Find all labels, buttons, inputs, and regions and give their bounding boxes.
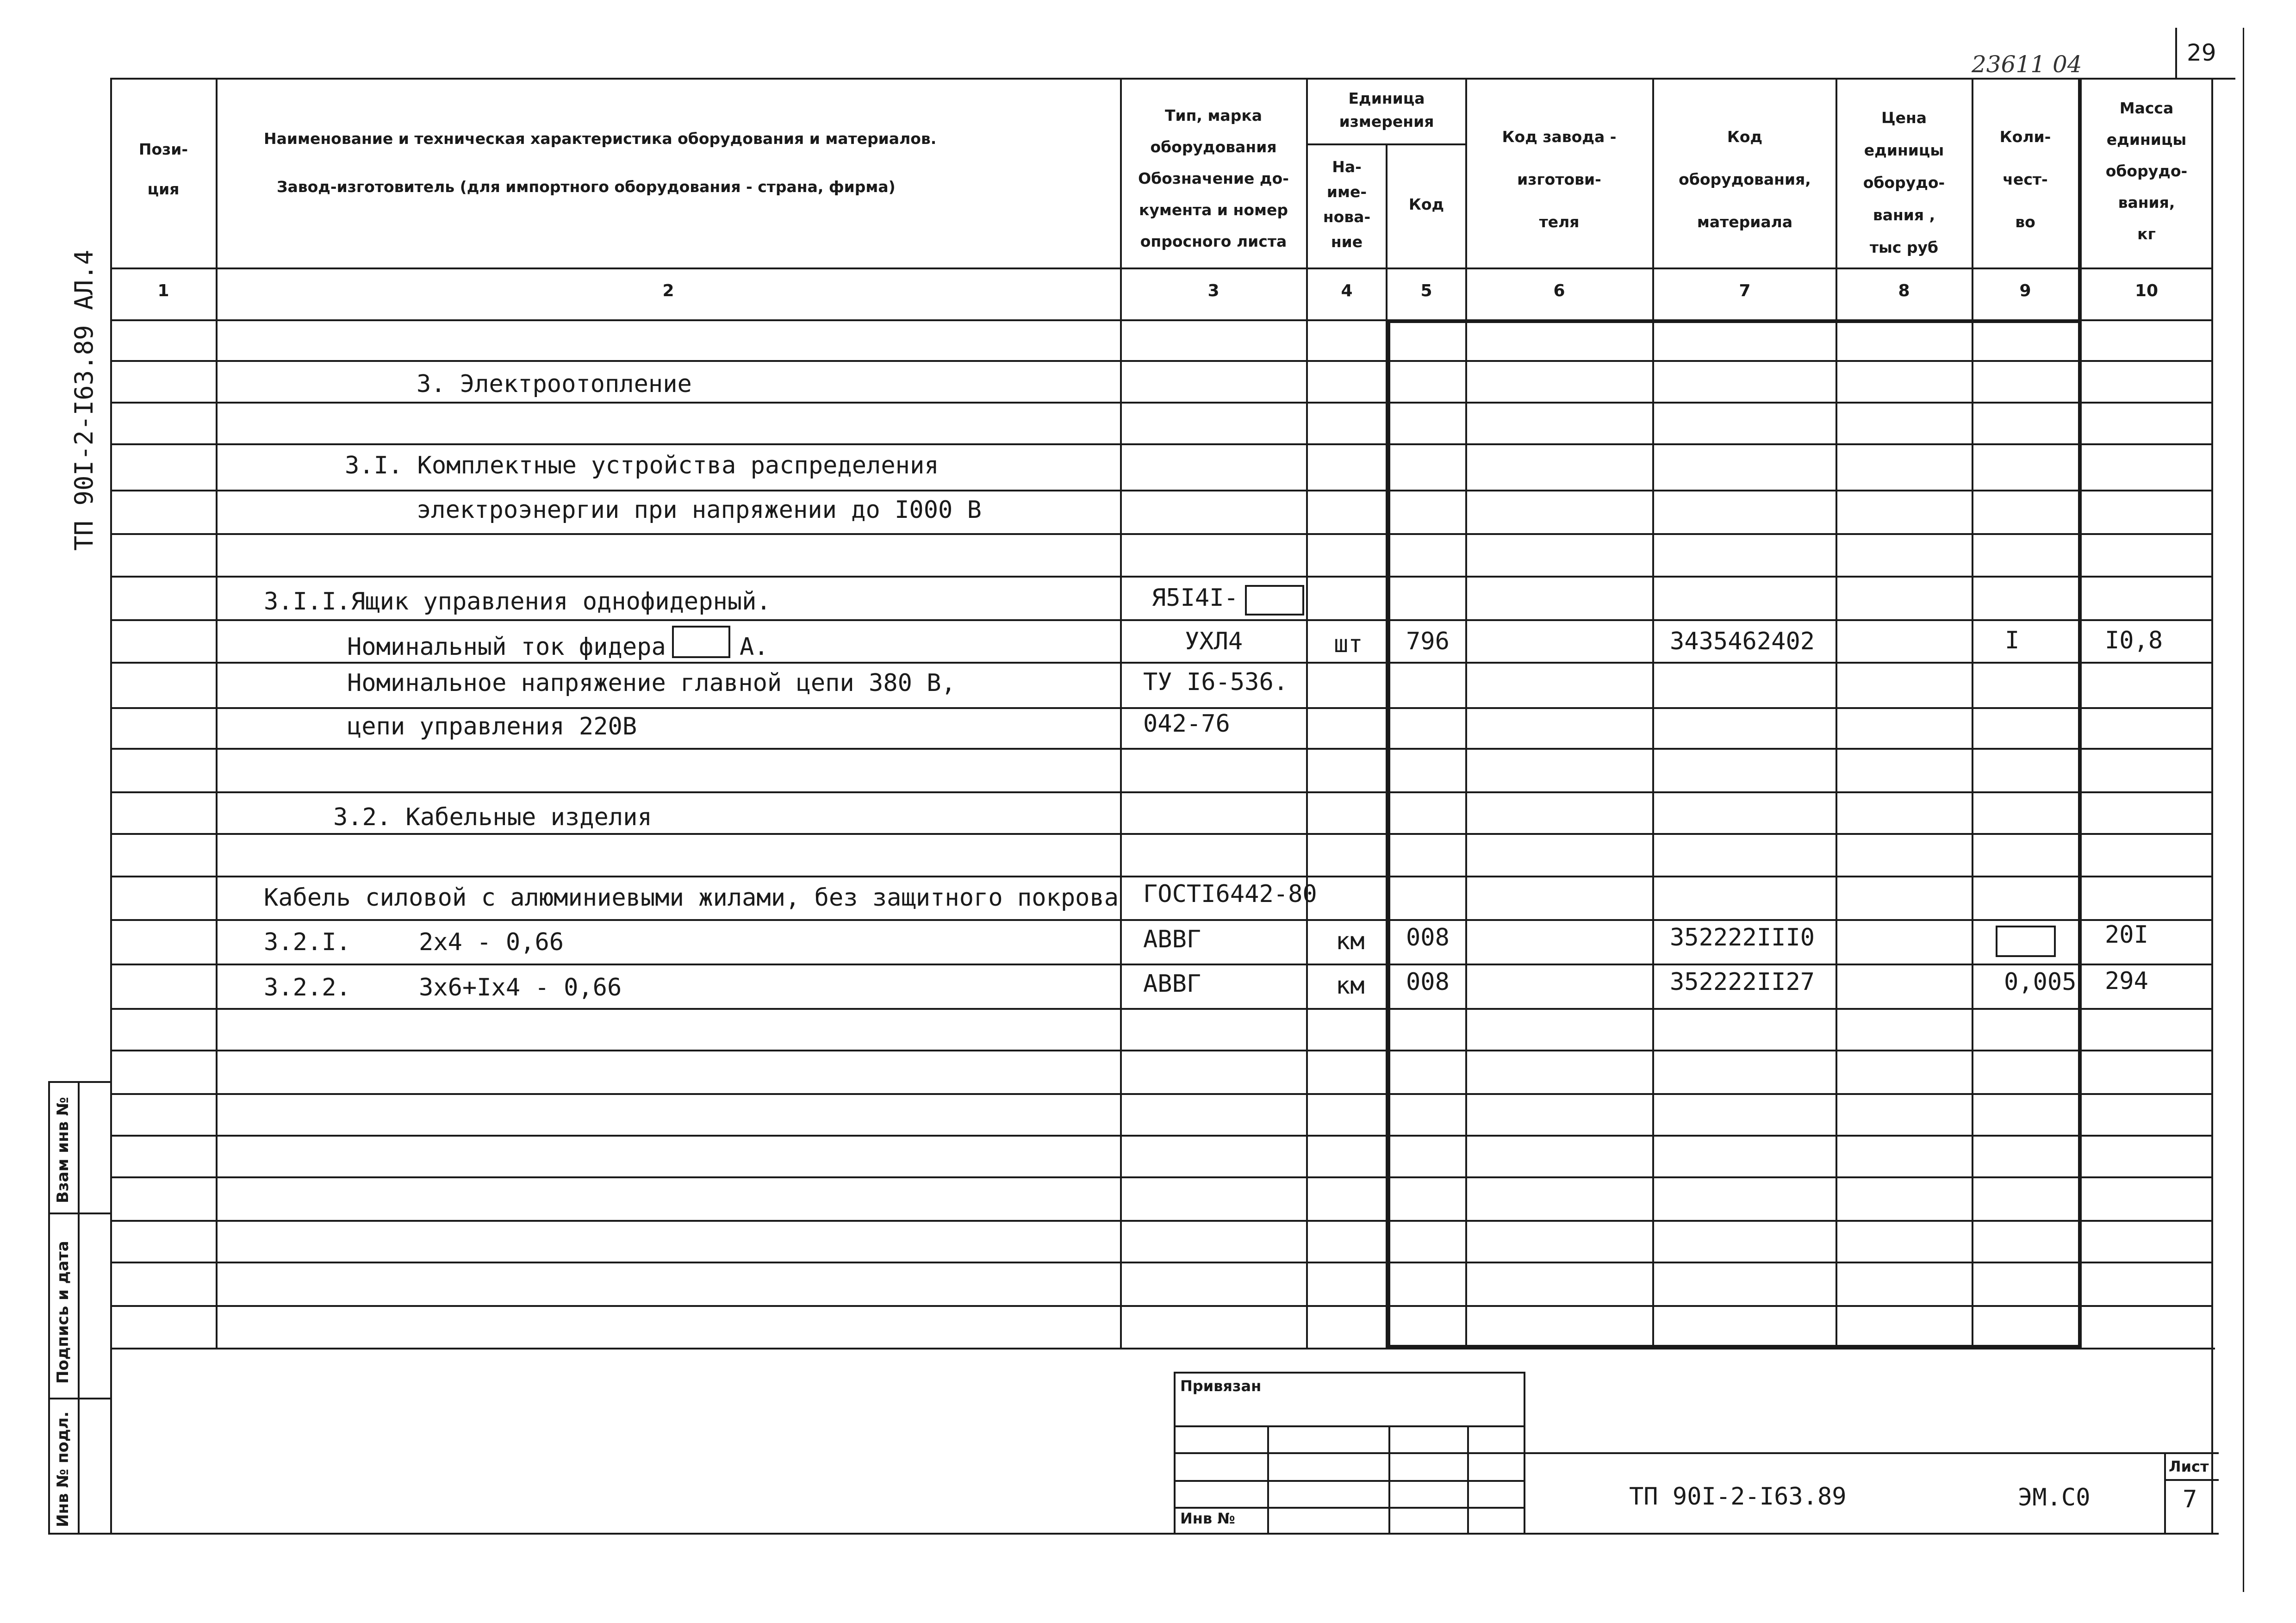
row-line — [110, 576, 2212, 578]
row-line — [110, 876, 2212, 877]
col-number-10: 10 — [2134, 281, 2159, 300]
cable-3-2-1-mass: 20I — [2105, 921, 2148, 949]
blank-box-current — [672, 626, 730, 658]
row-line — [110, 662, 2212, 664]
header-col3-line: опросного листа — [1140, 232, 1287, 250]
item-3-1-1-mass: I0,8 — [2105, 627, 2163, 654]
header-col9-line: во — [2015, 213, 2035, 231]
header-col4-line: На- — [1332, 158, 1362, 176]
section-3-2-title: 3.2. Кабельные изделия — [333, 803, 652, 831]
cable-3-2-2-position: 3.2.2. — [264, 974, 351, 1001]
cable-3-2-2-mass: 294 — [2105, 967, 2148, 995]
header-col3 — [1122, 100, 1305, 257]
header-col9-line: чест- — [2003, 170, 2048, 188]
row-line — [110, 1305, 2212, 1307]
privyazan-left — [1174, 1372, 1176, 1535]
col-divider-6 — [1465, 78, 1467, 1349]
cable-3-2-1-position: 3.2.I. — [264, 928, 351, 956]
cable-3-2-2-eqcode: 352222II27 — [1670, 968, 1815, 996]
header-col3-line: Тип, марка — [1165, 106, 1262, 124]
row-line — [110, 1262, 2212, 1263]
side-stamp-divider-2 — [48, 1398, 111, 1399]
item-3-1-1-doc1: ТУ I6-536. — [1143, 668, 1288, 696]
header-col1 — [112, 130, 215, 209]
header-col10-line: кг — [2137, 225, 2156, 243]
cable-3-2-2-spec: 3х6+Iх4 - 0,66 — [419, 974, 622, 1001]
item-3-1-1-name: 3.I.I.Ящик управления однофидерный. — [264, 588, 771, 616]
header-unit-group-line: Единица — [1348, 89, 1425, 107]
col-number-4: 4 — [1341, 281, 1353, 300]
cable-3-2-2-code: 008 — [1406, 968, 1450, 996]
header-col8-line: тыс руб — [1869, 238, 1939, 256]
privyazan-col-2 — [1388, 1425, 1390, 1535]
header-col5: Код — [1408, 195, 1444, 213]
list-box-left — [2164, 1452, 2166, 1535]
frame-bottom — [48, 1533, 2219, 1535]
inv-no-label: Инв № — [1180, 1510, 1235, 1527]
privyazan-row-2 — [1174, 1452, 1524, 1454]
col-divider-8 — [1836, 78, 1837, 1349]
cable-3-2-1-unit: км — [1336, 927, 1365, 955]
side-label-inv-podl: Инв № подл. — [54, 1411, 72, 1527]
list-number: 7 — [2183, 1486, 2197, 1513]
side-stamp-inner — [78, 1081, 80, 1535]
cable-3-2-1-type: АВВГ — [1143, 926, 1201, 953]
header-col4 — [1308, 155, 1386, 255]
item-3-1-1-type2: УХЛ4 — [1185, 628, 1243, 655]
cable-3-2-1-code: 008 — [1406, 924, 1450, 951]
privyazan-label: Привязан — [1180, 1377, 1262, 1395]
header-col1-line: ция — [147, 180, 180, 198]
col-number-5: 5 — [1420, 281, 1432, 300]
row-line — [110, 964, 2212, 965]
privyazan-col-3 — [1467, 1425, 1469, 1535]
handwritten-number: 23611 04 — [1972, 51, 2082, 78]
header-col3-line: кумента и номер — [1139, 201, 1288, 219]
cable-3-2-1-spec: 2х4 - 0,66 — [419, 928, 564, 956]
header-bottom — [110, 267, 2212, 269]
item-3-1-1-voltage: Номинальное напряжение главной цепи 380 В, — [347, 669, 956, 697]
cable-gost: ГОСТI6442-80 — [1143, 880, 1317, 908]
header-col10-line: вания, — [2118, 193, 2175, 211]
row-line — [110, 707, 2212, 709]
item-3-1-1-current-unit: А. — [740, 633, 769, 661]
header-col10-line: Масса — [2119, 99, 2174, 117]
header-col4-line: ние — [1331, 233, 1363, 251]
row-line — [110, 443, 2212, 445]
section-3-1-title-line1: 3.I. Комплектные устройства распределения — [345, 452, 939, 479]
section-3-1-title-line2: электроэнергии при напряжении до I000 В — [417, 496, 982, 524]
header-col9-line: Коли- — [1999, 128, 2051, 146]
privyazan-row-3 — [1174, 1480, 1524, 1482]
col-divider-1 — [216, 78, 218, 1349]
cable-3-2-2-qty: 0,005 — [2004, 968, 2077, 996]
row-line — [110, 919, 2212, 921]
cable-3-2-1-eqcode: 352222III0 — [1670, 924, 1815, 951]
item-3-1-1-doc2: 042-76 — [1143, 710, 1230, 738]
row-line — [110, 402, 2212, 404]
header-col7-line: оборудования, — [1679, 170, 1811, 188]
header-col10-line: оборудо- — [2105, 162, 2188, 180]
item-3-1-1-current: Номинальный ток фидера — [347, 633, 666, 661]
item-3-1-1-code: 796 — [1406, 628, 1450, 655]
row-line — [110, 791, 2212, 793]
header-col2-line2: Завод-изготовитель (для импортного оборудования - страна, фирма) — [277, 178, 896, 196]
side-stamp-outer — [48, 1081, 50, 1535]
header-unit-group — [1308, 87, 1465, 133]
frame-right — [2211, 78, 2213, 1535]
row-line — [110, 1008, 2212, 1010]
header-col10 — [2082, 93, 2211, 250]
section-3-title: 3. Электроотопление — [417, 370, 692, 398]
header-col8 — [1837, 102, 1971, 264]
privyazan-row-1 — [1174, 1425, 1524, 1427]
row-line — [110, 533, 2212, 535]
row-line — [110, 748, 2212, 750]
unit-group-divider — [1306, 143, 1465, 145]
row-line — [110, 1135, 2212, 1137]
header-col7 — [1654, 116, 1836, 243]
row-line — [110, 833, 2212, 835]
header-col6-line: Код завода - — [1502, 128, 1617, 146]
header-col4-line: нова- — [1323, 208, 1371, 226]
col-divider-9 — [1972, 78, 1973, 1349]
header-col7-line: Код — [1727, 128, 1763, 146]
title-block-top — [1524, 1452, 2219, 1454]
col-divider-10 — [2078, 78, 2082, 1349]
header-col7-line: материала — [1697, 213, 1793, 231]
header-col1-line: Пози- — [138, 140, 188, 158]
header-col2-line1: Наименование и техническая характеристика оборудования и материалов. — [264, 130, 937, 148]
col-number-9: 9 — [2019, 281, 2031, 300]
side-label-podpis: Подпись и дата — [54, 1241, 72, 1384]
row-line — [110, 1176, 2212, 1178]
header-col6 — [1467, 116, 1651, 243]
header-col8-line: Цена — [1881, 109, 1927, 127]
blank-box-qty — [1996, 926, 2056, 957]
header-col4-line: име- — [1326, 183, 1367, 201]
side-document-code: ТП 90I-2-I63.89 АЛ.4 — [69, 249, 99, 551]
list-box-divider — [2164, 1479, 2219, 1481]
side-label-vzam: Взам инв № — [54, 1097, 72, 1203]
col-number-6: 6 — [1553, 281, 1565, 300]
col-number-3: 3 — [1207, 281, 1220, 300]
blank-box-type — [1245, 585, 1304, 616]
row-line — [110, 619, 2212, 621]
sheet-number: 29 — [2187, 39, 2216, 66]
col-divider-7 — [1652, 78, 1654, 1349]
item-3-1-1-qty: I — [2005, 627, 2020, 654]
side-stamp-top — [48, 1081, 111, 1083]
cable-title: Кабель силовой с алюминиевыми жилами, без защитного покрова — [264, 884, 1119, 912]
header-col10-line: единицы — [2106, 131, 2187, 149]
item-3-1-1-type: Я5I4I- — [1151, 584, 1238, 612]
data-block-bottom — [1387, 1345, 2082, 1349]
row-line — [110, 360, 2212, 362]
page-edge-mark — [2243, 28, 2244, 1592]
col-number-2: 2 — [662, 281, 674, 300]
header-col3-line: Обозначение до- — [1138, 169, 1289, 187]
col-divider-3 — [1306, 78, 1308, 1349]
row-line — [110, 1093, 2212, 1095]
col-number-8: 8 — [1898, 281, 1910, 300]
col-divider-2 — [1120, 78, 1122, 1349]
header-col6-line: изготови- — [1517, 170, 1601, 188]
sheet-number-divider — [2175, 28, 2177, 79]
header-col8-line: вания , — [1873, 206, 1935, 224]
col-number-1: 1 — [157, 281, 169, 300]
row-line — [110, 490, 2212, 491]
header-col6-line: теля — [1539, 213, 1580, 231]
data-block-top — [1387, 319, 2082, 323]
privyazan-col-1 — [1267, 1425, 1269, 1535]
cable-3-2-2-type: АВВГ — [1143, 970, 1201, 998]
header-col3-line: оборудования — [1150, 138, 1277, 156]
item-3-1-1-eqcode: 3435462402 — [1670, 628, 1815, 655]
list-label: Лист — [2169, 1458, 2209, 1475]
header-col8-line: оборудо- — [1863, 174, 1945, 192]
header-col9 — [1973, 116, 2077, 243]
privyazan-row-4 — [1174, 1507, 1524, 1509]
frame-top — [110, 78, 2212, 80]
doc-code: ТП 90I-2-I63.89 — [1629, 1483, 1847, 1511]
row-line — [110, 1220, 2212, 1222]
header-unit-group-line: измерения — [1339, 112, 1434, 131]
item-3-1-1-control: цепи управления 220В — [347, 713, 637, 740]
row-line — [110, 1050, 2212, 1051]
side-stamp-divider-1 — [48, 1213, 111, 1214]
doc-mark: ЭМ.С0 — [2018, 1484, 2091, 1511]
privyazan-top — [1174, 1372, 1524, 1374]
header-col8-line: единицы — [1864, 141, 1944, 159]
cable-3-2-2-unit: км — [1336, 972, 1365, 1000]
item-3-1-1-unit: шт — [1334, 630, 1363, 658]
col-number-7: 7 — [1739, 281, 1751, 300]
